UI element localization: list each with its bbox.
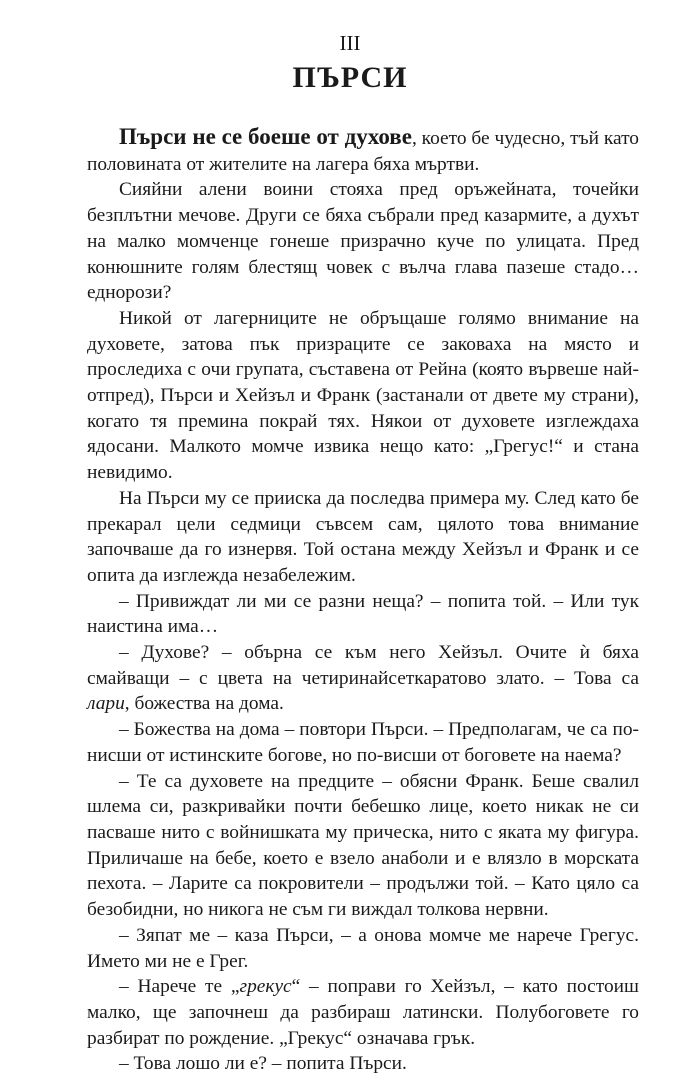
paragraph-3: Никой от лагерниците не обръщаше голямо внимание на духовете, затова пък призраците се заковаха на място и проследиха с очи групата, съставена от Рейна (която вървеше най-отпред), Пърси и Хейзъл и Франк (застанали от двете му страни), когато тя премина покрай тях. Някои от духовете изглеждаха ядосани. Малкото момче извика нещо като: „Грегус!“ и стана невидимо. <box>87 307 639 484</box>
paragraph-7: – Божества на дома – повтори Пърси. – Предполагам, че са по-нисши от истинските богове, но по-висши от боговете на наема? <box>87 719 639 766</box>
italic-term: лари <box>87 693 125 715</box>
chapter-title: ПЪРСИ <box>292 61 408 94</box>
paragraph-6 <box>87 640 639 717</box>
chapter-body <box>87 124 639 1077</box>
paragraph-5: – Привиждат ли ми се разни неща? – попита той. – Или тук наистина има… <box>87 590 639 638</box>
paragraph-text: – Нарече те „ <box>119 976 240 998</box>
chapter-number: III <box>339 31 361 55</box>
paragraph-11: – Това лошо ли е? – попита Пърси. <box>119 1053 407 1075</box>
paragraph-4: На Пърси му се прииска да последва примера му. След като бе прекарал цели седмици съвсем сам, цялото това внимание започваше да го изнервя. Той остана между Хейзъл и Франк и се опита да изглежда незабележим. <box>87 487 639 586</box>
lead-phrase: Пърси не се боеше от духове <box>119 124 412 149</box>
paragraph-text: “ – поправи го Хейзъл, – като постоиш малко, ще започнеш да разбираш латински. Полубоговете го разбират по рождение. „Грекус“ означава грък. <box>87 976 639 1049</box>
paragraph-text: , което бе чудесно, тъй като половината от жителите на лагера бяха мъртви. <box>87 128 639 175</box>
paragraph-8: – Те са духовете на предците – обясни Франк. Беше свалил шлема си, разкривайки почти бебешко лице, което никак не си пасваше нито с войнишката му прическа, нито с яката му фигура. Приличаше на бебе, което е взело анаболи и е влязло в морската пехота. – Ларите са покровители – продължи той. – Като цяло са безобидни, но никога не съм ги виждал толкова нервни. <box>87 770 639 921</box>
italic-term: грекус <box>239 976 292 998</box>
paragraph-2: Сияйни алени воини стояха пред оръжейната, точейки безплътни мечове. Други се бяха събрали пред казармите, а духът на малко момченце гонеше призрачно куче по улицата. Пред конюшните голям блестящ човек с вълча глава пазеше стадо… еднорози? <box>87 179 639 304</box>
paragraph-text: , божества на дома. <box>124 693 284 715</box>
paragraph-1 <box>87 124 639 177</box>
paragraph-text: – Духове? – обърна се към него Хейзъл. Очите ѝ бяха смайващи – с цвета на четиринайсеткаратово злато. – Това са <box>87 642 639 689</box>
paragraph-9: – Зяпат ме – каза Пърси, – а онова момче ме нарече Грегус. Името ми не е Грег. <box>87 924 639 972</box>
paragraph-10 <box>87 974 639 1051</box>
